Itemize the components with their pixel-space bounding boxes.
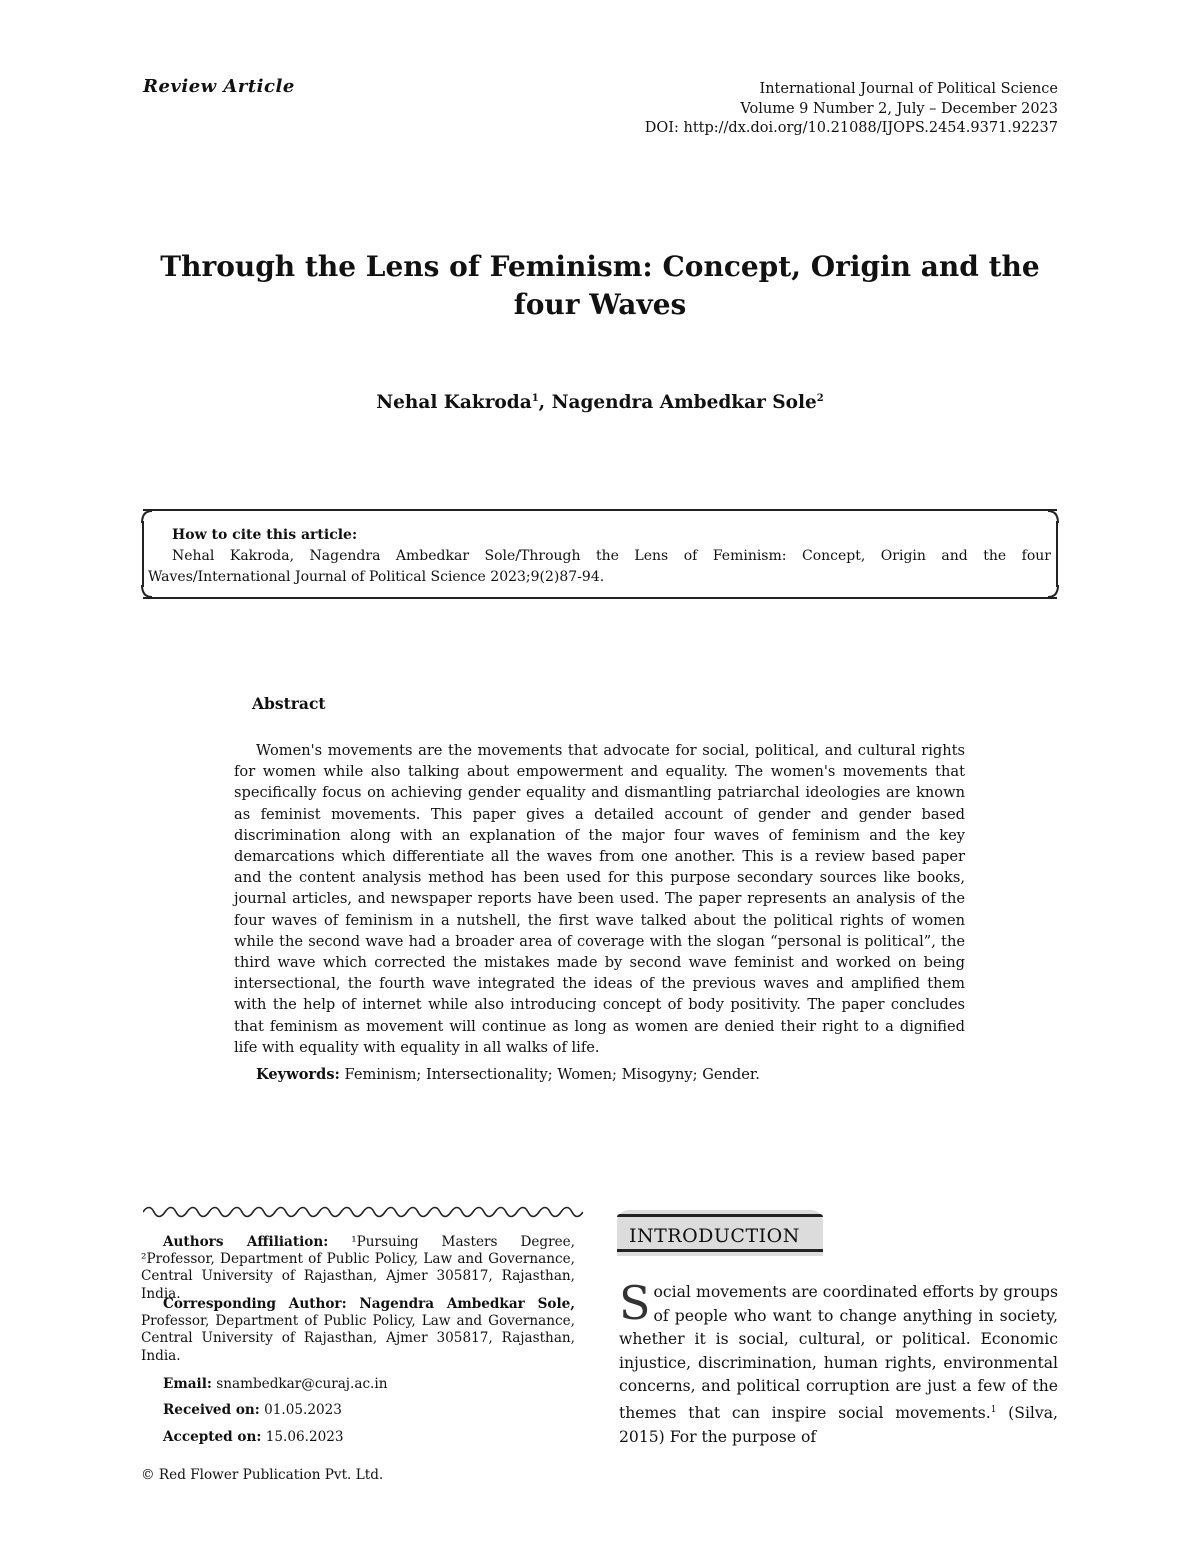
introduction-heading: INTRODUCTION [629,1225,800,1247]
affiliation-marker: 1 [531,392,539,404]
corresponding-author [141,1296,575,1365]
citation-box-border-left [142,521,144,587]
accepted-date: 15.06.2023 [261,1429,344,1445]
accepted-label: Accepted on: [163,1429,262,1445]
received-line [163,1402,342,1418]
corner-ornament-icon [140,508,154,524]
journal-volume: Volume 9 Number 2, July – December 2023 [740,100,1058,117]
email-line [163,1376,387,1392]
corner-ornament-icon [1046,508,1060,524]
received-label: Received on: [163,1402,260,1418]
accepted-line [163,1429,344,1445]
email-label: Email: [163,1376,212,1392]
tab-bottom-rule [617,1249,823,1252]
corresponding-label: Corresponding Author: Nagendra Ambedkar Sole, [163,1296,575,1312]
journal-info [645,80,1058,139]
journal-doi[interactable]: DOI: http://dx.doi.org/10.21088/IJOPS.2454.9371.92237 [644,120,1058,136]
abstract-heading: Abstract [252,694,326,713]
keywords [256,1066,760,1083]
tab-top-rule [617,1214,823,1217]
journal-name: International Journal of Political Science [759,81,1058,97]
article-type: Review Article [143,76,295,97]
affiliation-label: Authors Affiliation: [163,1234,329,1250]
affiliation-marker: 2 [816,392,824,404]
reference-marker: 1 [990,1404,997,1415]
decorative-wave-divider [143,1205,583,1219]
email-address[interactable]: snambedkar@curaj.ac.in [211,1376,388,1392]
corresponding-text: Professor, Department of Public Policy, Law and Governance, Central University of Rajasthan, Ajmer 305817, Rajasthan, India. [141,1313,575,1364]
introduction-heading-tab [617,1210,823,1256]
citation-box-border-right [1056,521,1058,587]
copyright: © Red Flower Publication Pvt. Ltd. [141,1467,384,1483]
authors-affiliation [141,1234,575,1303]
introduction-paragraph-cont: (Silva, 2015) For the purpose of [619,1404,1058,1446]
author-name: Nehal Kakroda [376,392,532,413]
received-date: 01.05.2023 [259,1402,342,1418]
introduction-text [619,1276,1058,1449]
drop-cap: S [619,1276,651,1330]
keywords-list: Feminism; Intersectionality; Women; Misogyny; Gender. [339,1066,760,1083]
citation-text: Nehal Kakroda, Nagendra Ambedkar Sole/Through the Lens of Feminism: Concept, Origin and the four Waves/International Journal of Political Science 2023;9(2)87-94. [148,548,1051,585]
author-list [130,392,1070,413]
citation-box [143,509,1057,599]
author-name: Nagendra Ambedkar Sole [551,392,817,413]
abstract-body: Women's movements are the movements that advocate for social, political, and cultural rights for women while also talking about empowerment and equality. The women's movements that specifically focus on achieving gender equality and dismantling patriarchal ideologies are known as feminist movements. This paper gives a detailed account of gender and gender based discrimination along with an explanation of the major four waves of feminism and the key demarcations which differentiate all the waves from one another. This is a review based paper and the content analysis method has been used for this purpose secondary sources like books, journal articles, and newspaper reports have been used. The paper represents an analysis of the four waves of feminism in a nutshell, the first wave talked about the political rights of women while the second wave had a broader area of coverage with the slogan “personal is political”, the third wave which corrected the mistakes made by second wave feminist and worked on being intersectional, the fourth wave integrated the ideas of the previous waves and amplified them with the help of internet while also introducing concept of body positivity. The paper concludes that feminism as movement will continue as long as women are denied their right to a dignified life with equality with equality in all walks of life. [234,742,965,1056]
affiliation-text: ¹Pursuing Masters Degree, ²Professor, Department of Public Policy, Law and Governance, Central University of Rajasthan, Ajmer 305817, Rajasthan, India. [141,1234,575,1302]
citation-content [148,525,1051,588]
introduction-paragraph: ocial movements are coordinated efforts by groups of people who want to change anything in society, whether it is social, cultural, or political. Economic injustice, discrimination, human rights, environmental concerns, and political corruption are just a few of the themes that can inspire social movements. [619,1283,1058,1423]
paper-title: Through the Lens of Feminism: Concept, Origin and the four Waves [160,250,1040,321]
author-separator: , [538,392,552,413]
citation-heading: How to cite this article: [172,527,358,543]
keywords-label: Keywords: [256,1066,340,1083]
